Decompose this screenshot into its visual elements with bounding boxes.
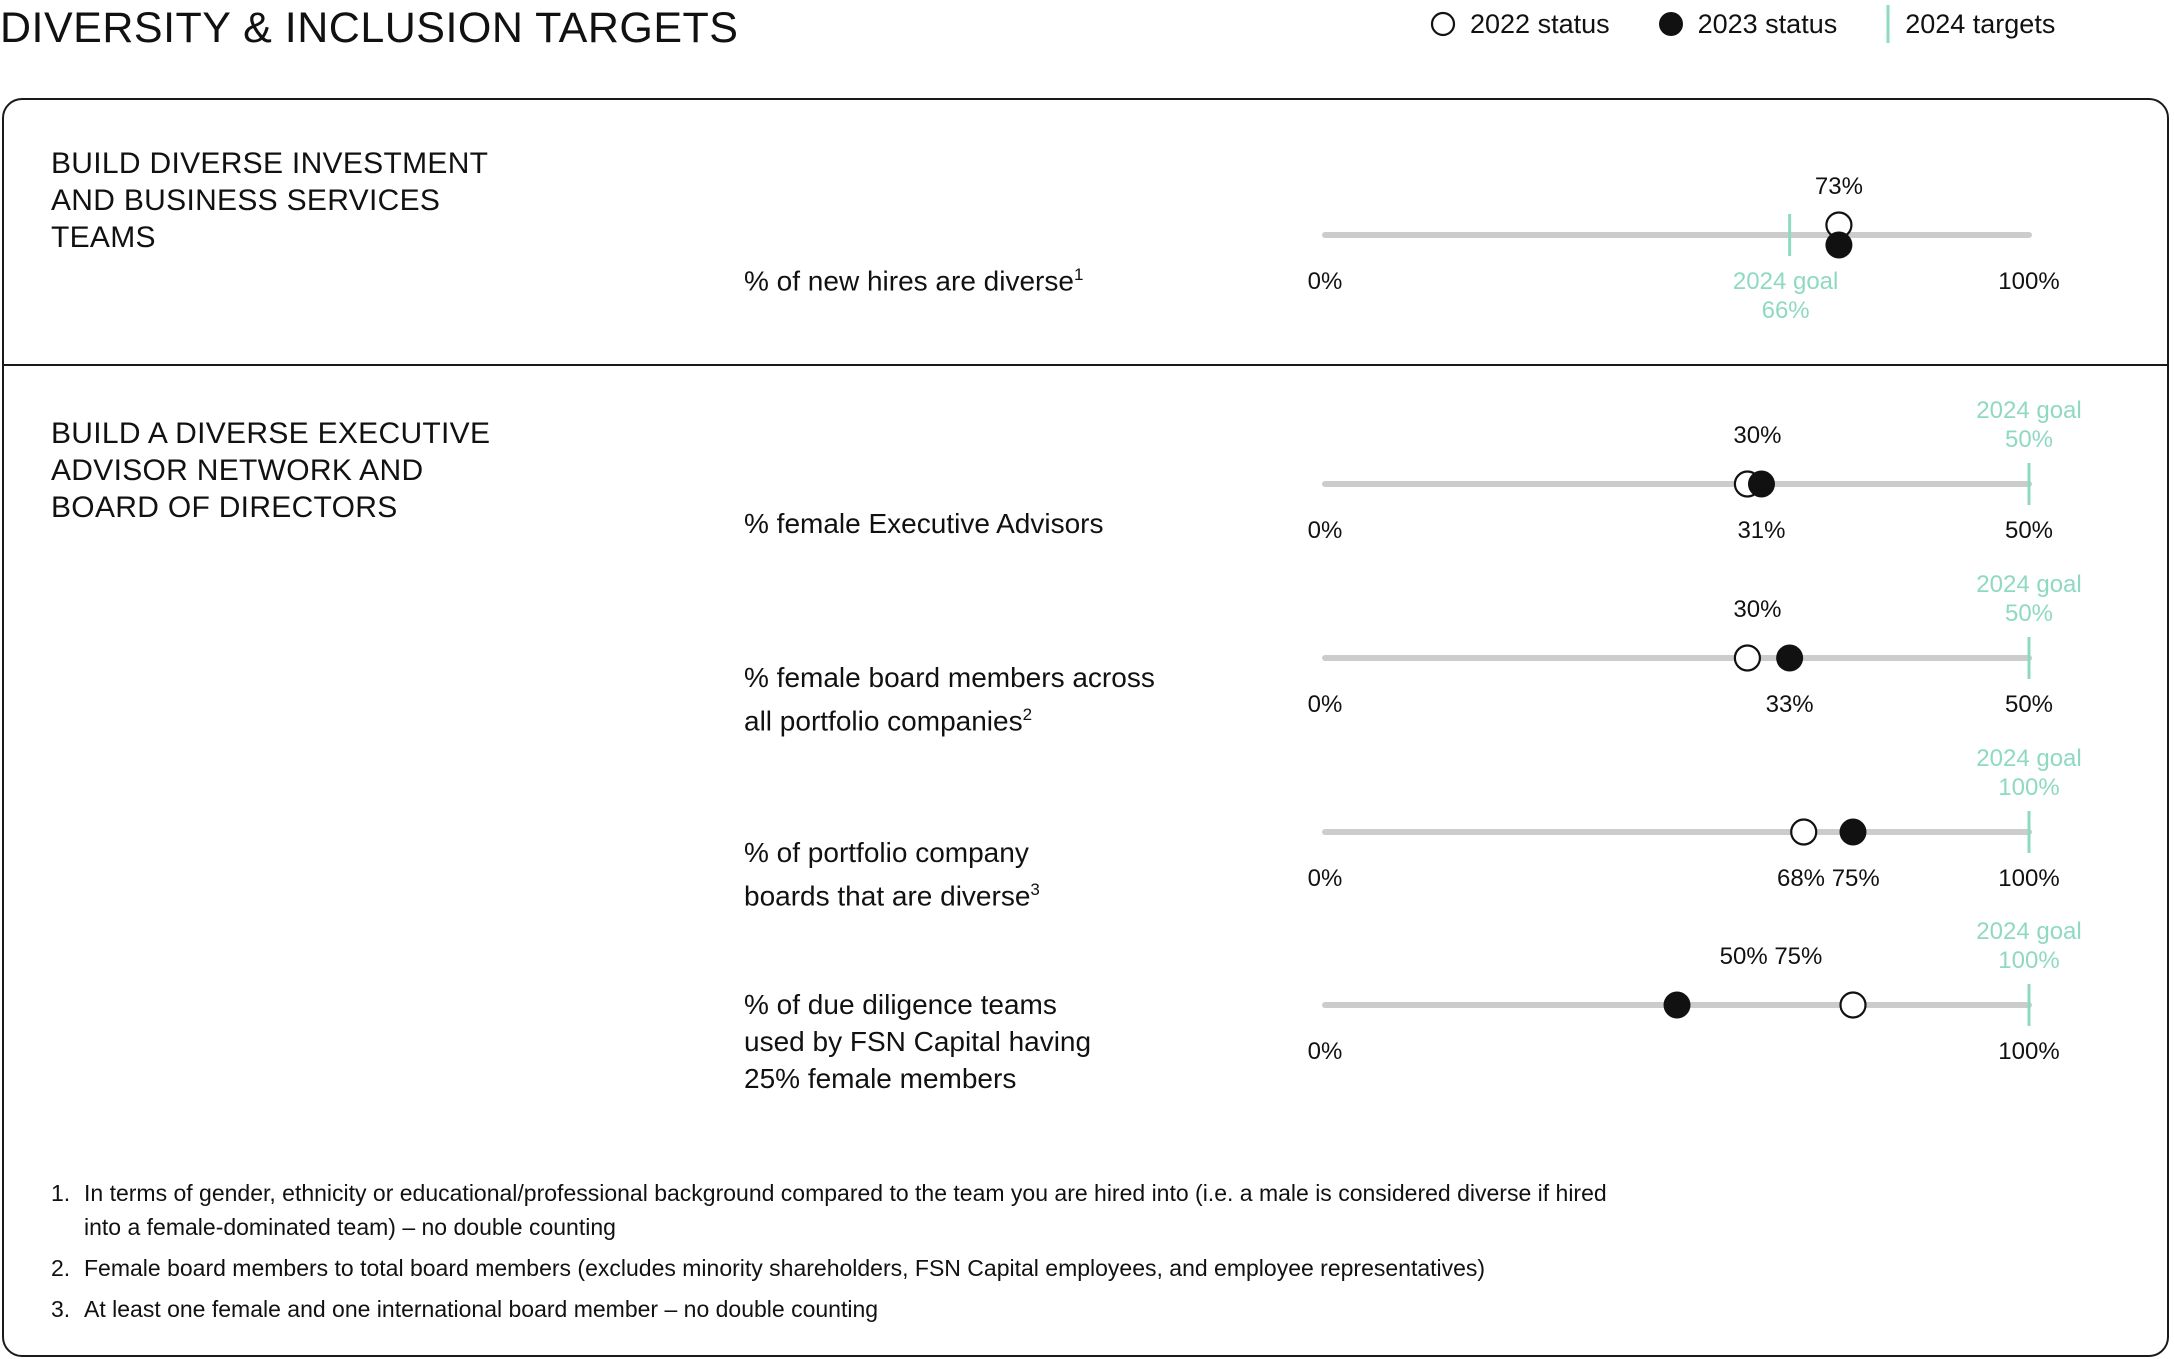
legend-label-2023: 2023 status [1697, 8, 1838, 39]
axis-max-label: 100% [1998, 1038, 2060, 1065]
footnote-text: At least one female and one international board member – no double counting [84, 1296, 879, 1322]
axis-min-label: 0% [1307, 1038, 1343, 1065]
axis-min-label: 0% [1307, 268, 1343, 295]
point-2023 [1776, 645, 1803, 672]
target-label: 2024 goal [1976, 918, 2082, 945]
section-title-teams: BUILD DIVERSE INVESTMENT AND BUSINESS SERVICES TEAMS [51, 147, 489, 254]
value-label-below: 33% [1765, 691, 1814, 718]
footnote-text: In terms of gender, ethnicity or educational/professional background compared to the team you are hired into (i.e. a male is considered diverse if hired into a female-dominated team) – no double counting [84, 1180, 1607, 1240]
metric-label-text: % female board members across all portfolio companies [744, 662, 1155, 737]
target-label: 2024 goal [1976, 571, 2082, 598]
footnote-1 [51, 1176, 1644, 1244]
point-2023 [1840, 819, 1867, 846]
point-2023 [1748, 471, 1775, 498]
point-2022 [1841, 993, 1866, 1018]
axis-max-label: 50% [2004, 691, 2054, 718]
metric-label-text: % of due diligence teams used by FSN Capital having 25% female members [744, 989, 1092, 1094]
point-2022 [1791, 820, 1816, 845]
axis-min-label: 0% [1307, 865, 1343, 892]
footnote-number: 2. [51, 1255, 71, 1281]
value-label-above: 30% [1733, 596, 1782, 623]
point-2023 [1664, 992, 1691, 1019]
metric-label-text: % of new hires are diverse [744, 265, 1074, 297]
footnote-ref: 3 [1030, 880, 1040, 899]
target-value-label: 100% [1998, 947, 2060, 974]
legend-label-2022: 2022 status [1470, 8, 1610, 39]
value-label-above: 30% [1733, 422, 1782, 449]
footnote-ref: 1 [1073, 265, 1084, 284]
target-label: 2024 goal [1976, 397, 2082, 424]
point-2022 [1735, 646, 1760, 671]
value-label-below: 68% 75% [1776, 865, 1880, 892]
axis-min-label: 0% [1307, 517, 1343, 544]
target-value-label: 50% [2004, 600, 2054, 627]
footnote-number: 3. [51, 1296, 71, 1322]
footnote-3 [51, 1292, 1644, 1326]
axis-max-label: 100% [1998, 268, 2060, 295]
footnote-text: Female board members to total board members (excludes minority shareholders, FSN Capital employees, and employee representatives) [84, 1255, 1486, 1281]
axis-max-label: 50% [2004, 517, 2054, 544]
target-value-label: 66% [1761, 297, 1810, 324]
value-label-above: 50% 75% [1719, 943, 1823, 970]
point-2023 [1825, 232, 1852, 259]
value-label-above: 73% [1814, 173, 1863, 200]
section-title-board: BUILD A DIVERSE EXECUTIVE ADVISOR NETWORK AND BOARD OF DIRECTORS [51, 417, 491, 524]
target-value-label: 50% [2004, 426, 2054, 453]
target-label: 2024 goal [1732, 268, 1839, 295]
metric-label-text: % female Executive Advisors [744, 508, 1104, 539]
footnote-ref: 2 [1022, 705, 1033, 724]
footnotes [51, 1176, 1644, 1333]
footnote-number: 1. [51, 1180, 71, 1206]
target-value-label: 100% [1998, 774, 2060, 801]
value-label-below: 31% [1737, 517, 1786, 544]
page-title: DIVERSITY & INCLUSION TARGETS [0, 4, 739, 52]
footnote-2 [51, 1251, 1644, 1285]
target-label: 2024 goal [1976, 745, 2082, 772]
legend-label-2024: 2024 targets [1905, 8, 2056, 39]
axis-max-label: 100% [1998, 865, 2060, 892]
axis-min-label: 0% [1307, 691, 1343, 718]
metric-label-text: % of portfolio company boards that are diverse [744, 837, 1031, 912]
